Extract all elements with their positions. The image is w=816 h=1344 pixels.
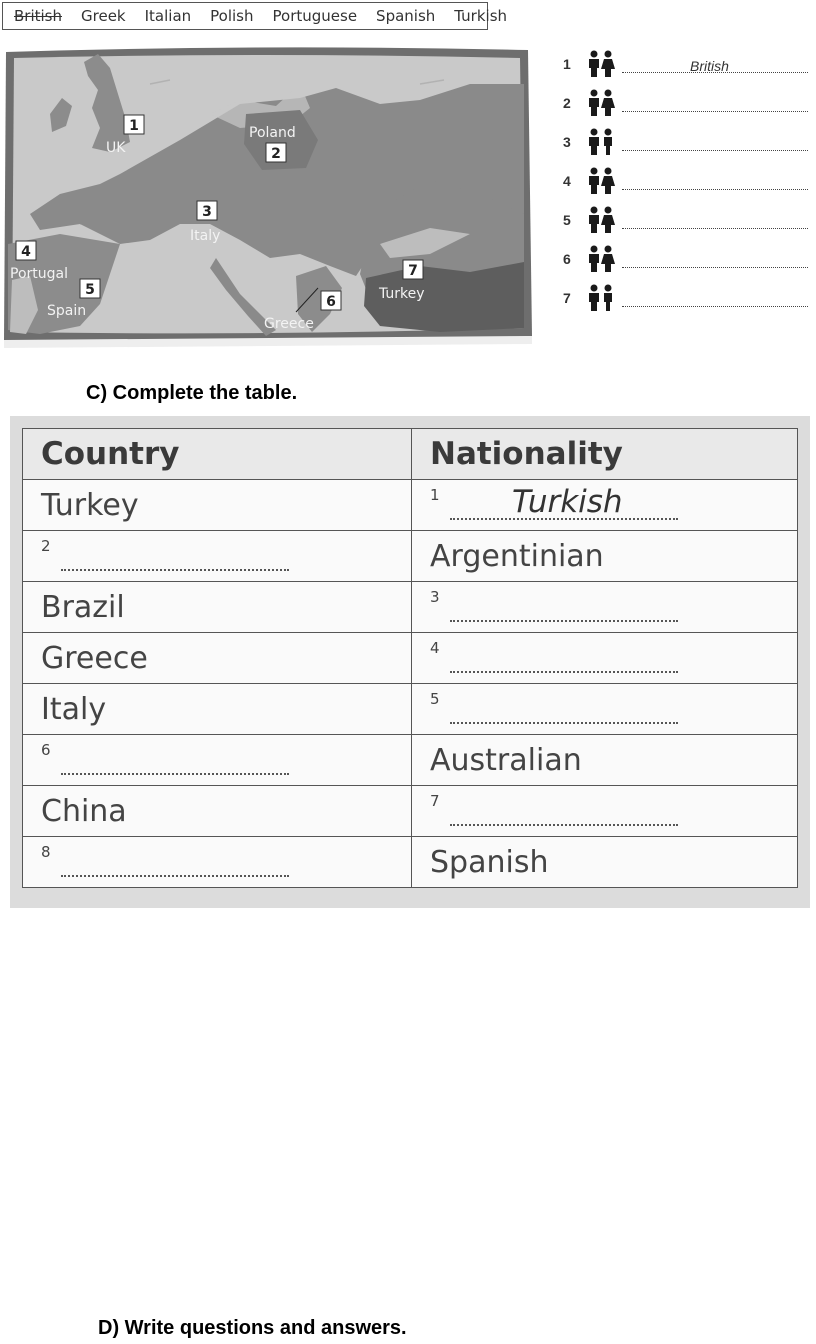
country-cell	[23, 786, 412, 837]
blank-line[interactable]	[450, 722, 678, 724]
country-text: Turkey	[41, 487, 139, 523]
answer-line	[622, 228, 808, 229]
nationality-cell	[412, 531, 798, 582]
blank-number: 2	[41, 537, 51, 555]
people-icon	[586, 89, 616, 117]
people-icon	[586, 206, 616, 234]
nationality-text: Spanish	[430, 844, 549, 880]
country-nationality-table	[22, 428, 798, 888]
country-cell	[23, 684, 412, 735]
blank-line[interactable]	[61, 569, 289, 571]
nationality-cell	[412, 837, 798, 888]
table-row	[23, 735, 798, 786]
table-header-row	[23, 429, 798, 480]
people-icon	[586, 245, 616, 273]
table-row	[23, 531, 798, 582]
word-turkish: Turkish	[454, 7, 508, 25]
answer-row-5	[560, 204, 812, 234]
answer-line	[622, 150, 808, 151]
table-row	[23, 786, 798, 837]
word-portuguese: Portuguese	[272, 7, 358, 25]
blank-number: 3	[430, 588, 440, 606]
column-header-country: Country	[23, 429, 412, 480]
word-box	[2, 2, 508, 30]
column-header-nationality: Nationality	[412, 429, 798, 480]
people-icon	[586, 167, 616, 195]
blank-number: 4	[430, 639, 440, 657]
answer-row-6	[560, 243, 812, 273]
table-row	[23, 837, 798, 888]
answer-number: 4	[563, 173, 571, 189]
country-text: China	[41, 793, 127, 829]
map-number-turkey: 7	[408, 263, 418, 279]
europe-map	[0, 44, 536, 352]
nationality-cell	[412, 480, 798, 531]
map-number-portugal: 4	[21, 244, 31, 260]
word-italian: Italian	[144, 7, 192, 25]
answer-number: 5	[563, 212, 571, 228]
nationality-cell	[412, 684, 798, 735]
blank-number: 7	[430, 792, 440, 810]
answer-line	[622, 267, 808, 268]
map-number-greece: 6	[326, 294, 336, 310]
blank-number: 5	[430, 690, 440, 708]
table-row	[23, 684, 798, 735]
nationality-cell	[412, 582, 798, 633]
answer-row-7	[560, 282, 812, 312]
country-cell	[23, 582, 412, 633]
blank-number: 8	[41, 843, 51, 861]
country-cell	[23, 480, 412, 531]
nationality-table-frame	[10, 416, 810, 908]
word-british: British	[14, 7, 62, 25]
answer-number: 3	[563, 134, 571, 150]
map-name-greece: Greece	[264, 316, 314, 332]
map-name-portugal: Portugal	[10, 266, 68, 282]
word-polish: Polish	[210, 7, 254, 25]
word-spanish: Spanish	[376, 7, 436, 25]
map-name-turkey: Turkey	[379, 286, 425, 302]
example-answer: Turkish	[512, 484, 623, 520]
map-name-poland: Poland	[249, 125, 296, 141]
people-icon	[586, 50, 616, 78]
answer-line	[622, 189, 808, 190]
map-name-italy: Italy	[190, 228, 221, 244]
people-icon	[586, 128, 616, 156]
blank-number: 1	[430, 486, 440, 504]
answer-row-3	[560, 126, 812, 156]
country-cell	[23, 633, 412, 684]
country-cell	[23, 735, 412, 786]
answer-row-4	[560, 165, 812, 195]
map-number-italy: 3	[202, 204, 212, 220]
answer-line	[622, 111, 808, 112]
country-cell	[23, 531, 412, 582]
blank-line[interactable]	[61, 875, 289, 877]
country-text: Greece	[41, 640, 148, 676]
answer-line	[622, 306, 808, 307]
answer-number: 7	[563, 290, 571, 306]
map-name-uk: UK	[106, 140, 126, 156]
country-text: Brazil	[41, 589, 125, 625]
nationality-cell	[412, 633, 798, 684]
map-name-spain: Spain	[47, 303, 87, 319]
answer-row-2	[560, 87, 812, 117]
blank-line[interactable]	[61, 773, 289, 775]
country-text: Italy	[41, 691, 107, 727]
blank-line[interactable]	[450, 620, 678, 622]
nationality-text: Australian	[430, 742, 582, 778]
answer-row-1	[560, 48, 812, 78]
blank-number: 6	[41, 741, 51, 759]
answer-text: British	[690, 58, 729, 74]
section-d-heading: D) Write questions and answers.	[98, 1317, 407, 1339]
country-cell	[23, 837, 412, 888]
map-number-spain: 5	[85, 282, 95, 298]
answer-number: 2	[563, 95, 571, 111]
nationality-text: Argentinian	[430, 538, 604, 574]
blank-line[interactable]	[450, 671, 678, 673]
map-number-poland: 2	[271, 146, 281, 162]
table-row	[23, 633, 798, 684]
nationality-cell	[412, 786, 798, 837]
blank-line[interactable]	[450, 824, 678, 826]
map-number-uk: 1	[129, 118, 139, 134]
word-greek: Greek	[81, 7, 126, 25]
table-row	[23, 480, 798, 531]
answer-number: 6	[563, 251, 571, 267]
people-icon	[586, 284, 616, 312]
section-c-heading: C) Complete the table.	[86, 382, 298, 404]
table-row	[23, 582, 798, 633]
nationality-cell	[412, 735, 798, 786]
answer-number: 1	[563, 56, 571, 72]
